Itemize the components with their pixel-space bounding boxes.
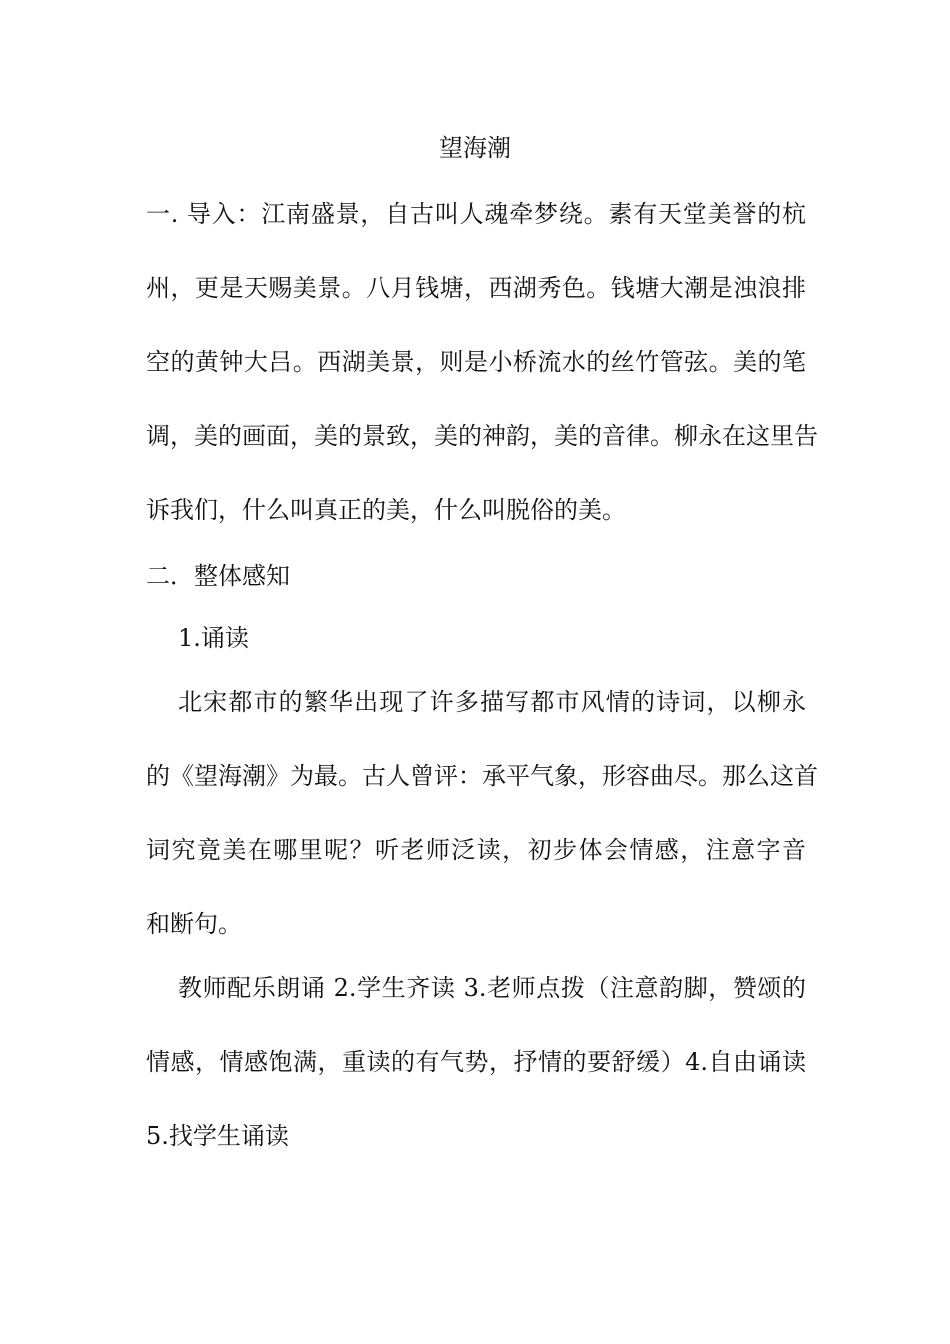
paragraph-line: 北宋都市的繁华出现了许多描写都市风情的诗词，以柳永: [178, 688, 806, 716]
paragraph-line: 空的黄钟大吕。西湖美景，则是小桥流水的丝竹管弦。美的笔: [146, 348, 806, 376]
paragraph-line: 教师配乐朗诵 2.学生齐读 3.老师点拨（注意韵脚，赞颂的: [178, 974, 806, 1002]
paragraph-line: 5.找学生诵读: [146, 1122, 289, 1150]
paragraph-line: 词究竟美在哪里呢？听老师泛读，初步体会情感，注意字音: [146, 836, 806, 864]
paragraph-line: 一. 导入：江南盛景，自古叫人魂牵梦绕。素有天堂美誉的杭: [146, 200, 806, 228]
section-heading: 二．整体感知: [146, 562, 290, 590]
paragraph-line: 和断句。: [146, 910, 242, 938]
subsection-heading: 1.诵读: [178, 624, 249, 652]
document-title: 望海潮: [439, 134, 511, 162]
paragraph-line: 调，美的画面，美的景致，美的神韵，美的音律。柳永在这里告: [146, 422, 818, 450]
paragraph-line: 情感，情感饱满，重读的有气势，抒情的要舒缓）4.自由诵读: [146, 1048, 806, 1076]
paragraph-line: 州，更是天赐美景。八月钱塘，西湖秀色。钱塘大潮是浊浪排: [146, 274, 806, 302]
paragraph-line: 的《望海潮》为最。古人曾评：承平气象，形容曲尽。那么这首: [146, 762, 818, 790]
paragraph-line: 诉我们，什么叫真正的美，什么叫脱俗的美。: [146, 496, 626, 524]
